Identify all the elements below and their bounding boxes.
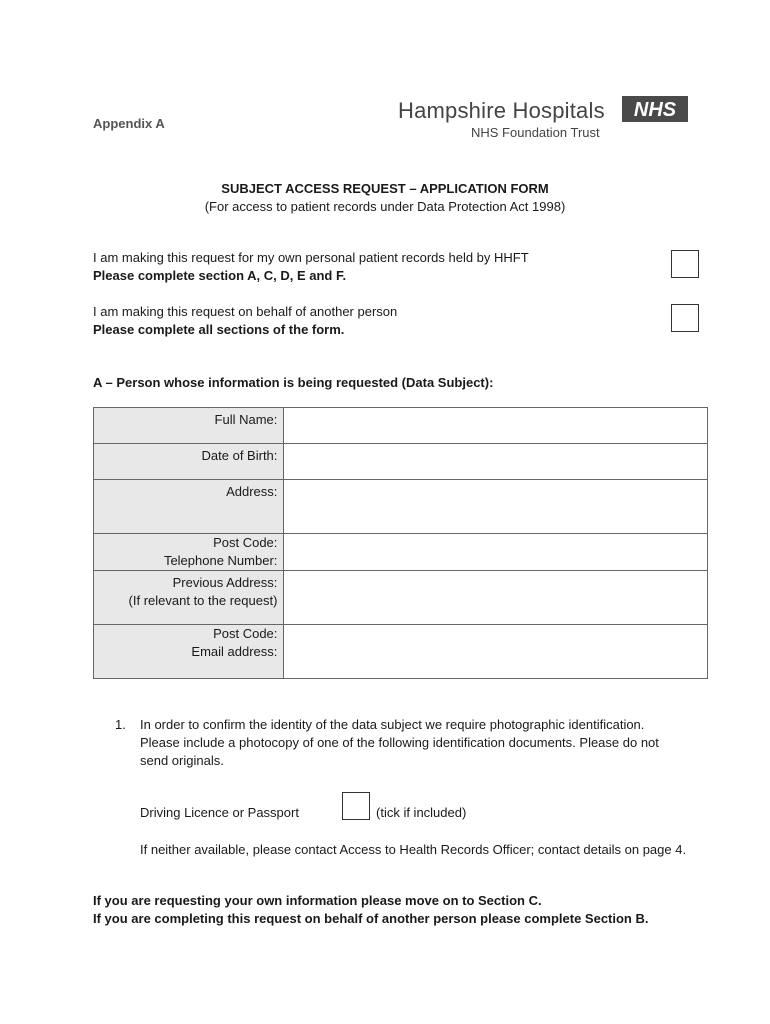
nhs-logo-text: NHS bbox=[633, 99, 677, 120]
appendix-label: Appendix A bbox=[93, 116, 165, 131]
form-subtitle: (For access to patient records under Data Protection Act 1998) bbox=[204, 199, 566, 214]
form-title: SUBJECT ACCESS REQUEST – APPLICATION FORM bbox=[221, 181, 549, 196]
nhs-logo-mark bbox=[624, 98, 686, 120]
no-id-instruction: If neither available, please contact Access to Health Records Officer; contact details on page 4. bbox=[140, 842, 687, 857]
option-another-person-instruction: Please complete all sections of the form. bbox=[93, 322, 345, 337]
full-name-field[interactable] bbox=[284, 408, 708, 444]
address-field[interactable] bbox=[284, 480, 708, 534]
email-field[interactable] bbox=[284, 625, 708, 679]
tick-note: (tick if included) bbox=[376, 805, 467, 820]
id-included-checkbox[interactable] bbox=[342, 792, 370, 820]
date-of-birth-label: Date of Birth: bbox=[94, 444, 284, 480]
driving-licence-label: Driving Licence or Passport bbox=[140, 805, 299, 820]
post-code-telephone-label: Post Code: Telephone Number: bbox=[94, 534, 284, 571]
previous-address-label: Previous Address: (If relevant to the request) bbox=[94, 571, 284, 625]
organisation-subtitle: NHS Foundation Trust bbox=[471, 125, 600, 140]
another-person-checkbox[interactable] bbox=[671, 304, 699, 332]
organisation-name: Hampshire Hospitals bbox=[398, 98, 605, 123]
identification-item bbox=[115, 716, 715, 776]
option-own-records-instruction: Please complete section A, C, D, E and F. bbox=[93, 268, 347, 283]
list-number: 1. bbox=[115, 717, 126, 732]
option-own-records-text: I am making this request for my own personal patient records held by HHFT bbox=[93, 250, 529, 265]
table-row bbox=[94, 571, 708, 625]
previous-address-field[interactable] bbox=[284, 571, 708, 625]
date-of-birth-field[interactable] bbox=[284, 444, 708, 480]
data-subject-table bbox=[93, 407, 708, 679]
own-information-note: If you are requesting your own information please move on to Section C. bbox=[93, 893, 542, 908]
table-row bbox=[94, 625, 708, 679]
section-a-heading: A – Person whose information is being requested (Data Subject): bbox=[93, 375, 494, 390]
table-row bbox=[94, 534, 708, 571]
table-row bbox=[94, 444, 708, 480]
nhs-logo bbox=[622, 96, 688, 122]
own-records-checkbox[interactable] bbox=[671, 250, 699, 278]
full-name-label: Full Name: bbox=[94, 408, 284, 444]
address-label: Address: bbox=[94, 480, 284, 534]
table-row bbox=[94, 408, 708, 444]
another-person-note: If you are completing this request on behalf of another person please complete Section B. bbox=[93, 911, 649, 926]
post-code-email-label: Post Code: Email address: bbox=[94, 625, 284, 679]
telephone-field[interactable] bbox=[284, 534, 708, 571]
identification-text: In order to confirm the identity of the data subject we require photographic identification. Please include a photocopy of one of the following identification documents. Please do not send originals. bbox=[140, 717, 659, 768]
table-row bbox=[94, 480, 708, 534]
option-another-person-text: I am making this request on behalf of another person bbox=[93, 304, 398, 319]
